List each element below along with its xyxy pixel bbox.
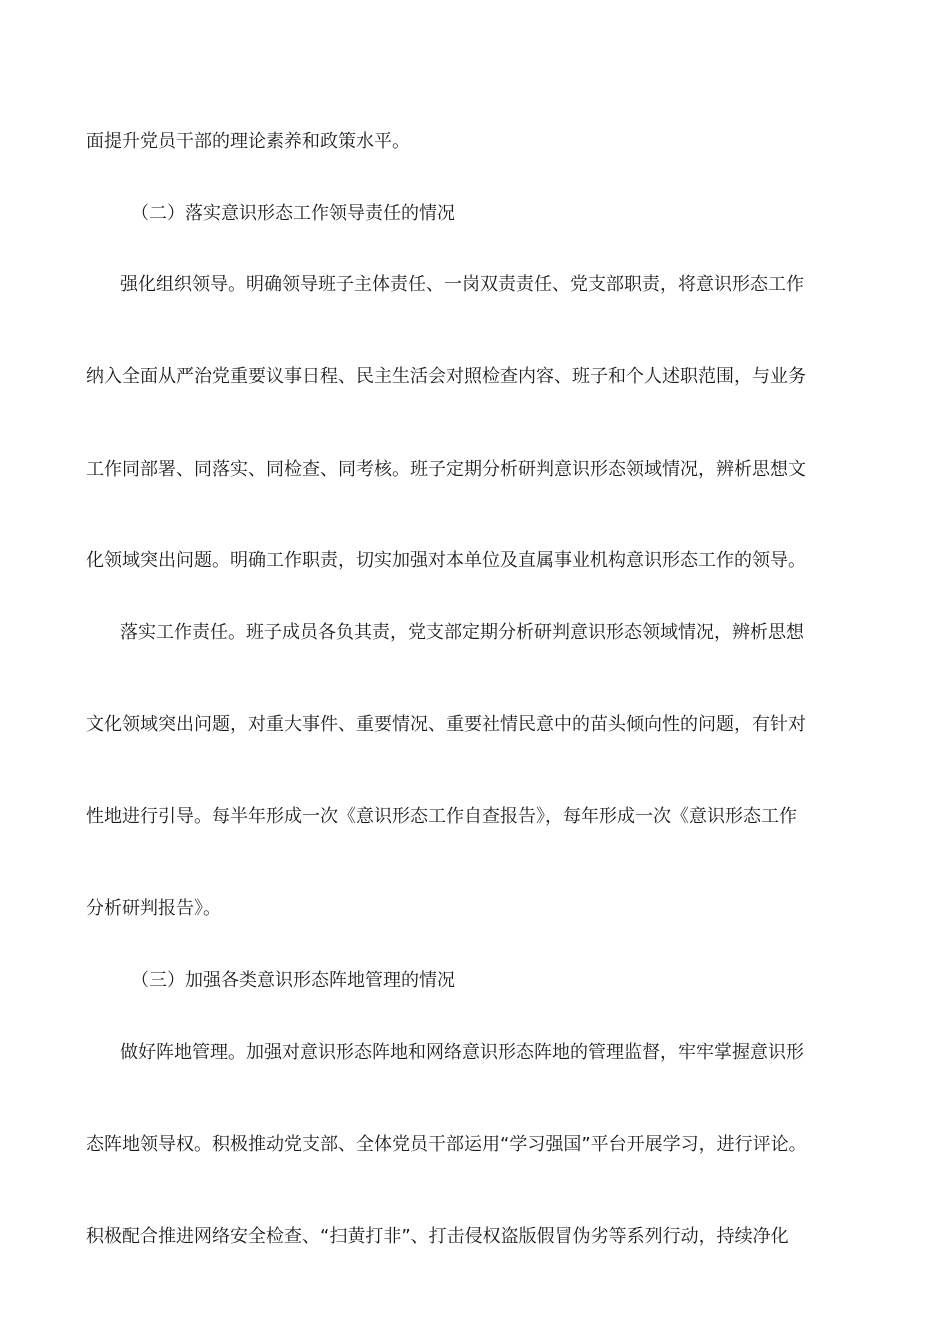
paragraph-line: 态阵地领导权。积极推动党支部、全体党员干部运用“学习强国”平台开展学习，进行评论。 — [86, 1134, 807, 1155]
paragraph-line: 强化组织领导。明确领导班子主体责任、一岗双责责任、党支部职责，将意识形态工作 — [120, 274, 804, 295]
paragraph-line: 积极配合推进网络安全检查、“扫黄打非”、打击侵权盗版假冒伪劣等系列行动，持续净化 — [86, 1226, 789, 1247]
section-heading: （二）落实意识形态工作领导责任的情况 — [131, 203, 455, 224]
paragraph-line: 性地进行引导。每半年形成一次《意识形态工作自查报告》，每年形成一次《意识形态工作 — [86, 806, 797, 827]
paragraph-line: 做好阵地管理。加强对意识形态阵地和网络意识形态阵地的管理监督，牢牢掌握意识形 — [120, 1042, 804, 1063]
paragraph-line: 落实工作责任。班子成员各负其责，党支部定期分析研判意识形态领域情况，辨析思想 — [120, 622, 804, 643]
paragraph-line: 化领域突出问题。明确工作职责，切实加强对本单位及直属事业机构意识形态工作的领导。 — [86, 550, 806, 571]
paragraph-line: 纳入全面从严治党重要议事日程、民主生活会对照检查内容、班子和个人述职范围，与业务 — [86, 366, 806, 387]
paragraph-line: 工作同部署、同落实、同检查、同考核。班子定期分析研判意识形态领域情况，辨析思想文 — [86, 459, 806, 480]
paragraph-line: 面提升党员干部的理论素养和政策水平。 — [86, 131, 410, 152]
section-heading: （三）加强各类意识形态阵地管理的情况 — [131, 970, 455, 991]
paragraph-line: 文化领域突出问题，对重大事件、重要情况、重要社情民意中的苗头倾向性的问题，有针对 — [86, 714, 806, 735]
paragraph-line: 分析研判报告》。 — [86, 898, 221, 919]
